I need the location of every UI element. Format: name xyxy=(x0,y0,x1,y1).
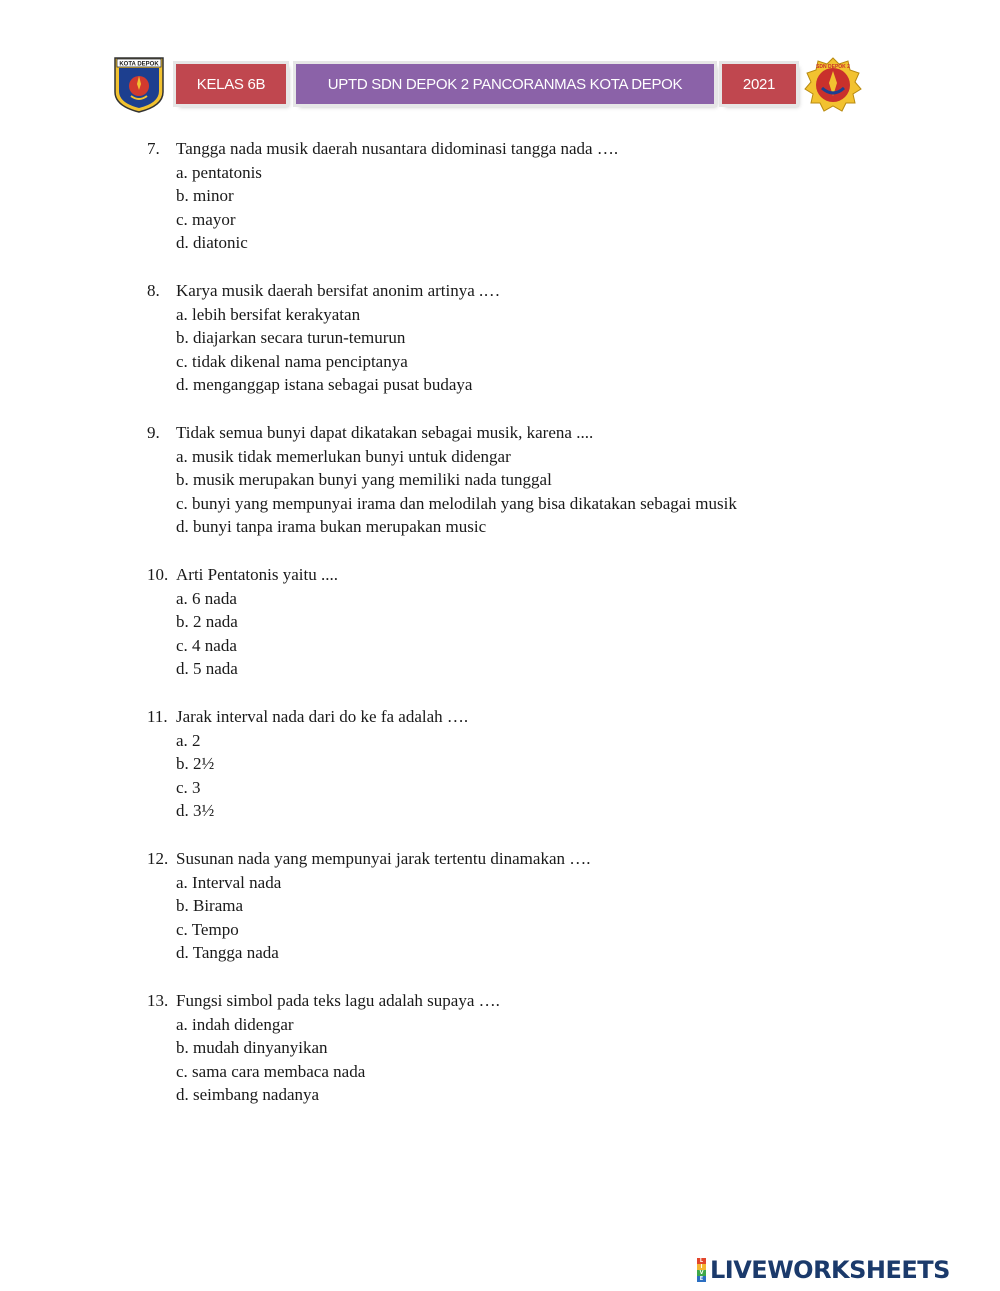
answer-option: b. Birama xyxy=(176,896,244,916)
answer-option: b. 2½ xyxy=(176,754,215,774)
question-11 xyxy=(0,705,1000,823)
answer-option: c. Tempo xyxy=(176,919,239,939)
answer-option: c. 4 nada xyxy=(176,635,237,655)
badge-letter: I xyxy=(697,1264,706,1270)
answer-option: a. 6 nada xyxy=(176,588,237,608)
answer-option: a. pentatonis xyxy=(176,162,262,182)
badge-letter: V xyxy=(697,1270,706,1276)
worksheet-header xyxy=(0,0,1000,120)
school-label: UPTD SDN DEPOK 2 PANCORANMAS KOTA DEPOK xyxy=(296,64,714,104)
question-12 xyxy=(0,847,1000,965)
answer-option: c. bunyi yang mempunyai irama dan melodilah yang bisa dikatakan sebagai musik xyxy=(176,493,737,513)
question-13 xyxy=(0,989,1000,1107)
question-text: Tidak semua bunyi dapat dikatakan sebagai musik, karena .... xyxy=(176,423,594,442)
answer-option: b. minor xyxy=(176,186,234,206)
class-label: KELAS 6B xyxy=(176,64,286,104)
question-10 xyxy=(0,563,1000,681)
question-text: Karya musik daerah bersifat anonim artinya .… xyxy=(176,281,501,300)
question-number: 9. xyxy=(147,423,160,442)
answer-option: a. musik tidak memerlukan bunyi untuk didengar xyxy=(176,446,511,466)
answer-option: a. 2 xyxy=(176,730,201,750)
question-number: 11. xyxy=(147,707,168,726)
answer-option: c. sama cara membaca nada xyxy=(176,1061,366,1081)
live-badge-icon xyxy=(697,1258,706,1282)
brand-text: LIVEWORKSHEETS xyxy=(710,1256,950,1284)
answer-option: d. seimbang nadanya xyxy=(176,1085,320,1105)
answer-option: b. 2 nada xyxy=(176,612,238,632)
answer-option: b. diajarkan secara turun-temurun xyxy=(176,328,406,348)
answer-option: d. bunyi tanpa irama bukan merupakan music xyxy=(176,517,487,537)
question-number: 10. xyxy=(147,565,169,584)
left-logo-text: KOTA DEPOK xyxy=(119,61,159,68)
answer-option: d. 5 nada xyxy=(176,659,238,679)
badge-letter: E xyxy=(697,1276,706,1282)
question-text: Arti Pentatonis yaitu .... xyxy=(176,565,338,584)
year-label: 2021 xyxy=(722,64,796,104)
answer-option: d. Tangga nada xyxy=(176,943,279,963)
answer-option: a. Interval nada xyxy=(176,872,282,892)
question-number: 13. xyxy=(147,991,169,1010)
question-text: Tangga nada musik daerah nusantara didominasi tangga nada …. xyxy=(176,139,619,158)
answer-option: a. lebih bersifat kerakyatan xyxy=(176,304,361,324)
school-emblem-icon xyxy=(803,56,863,114)
answer-option: d. menganggap istana sebagai pusat budaya xyxy=(176,375,473,395)
question-7 xyxy=(0,137,1000,255)
right-logo-text: SDN DEPOK 2 xyxy=(816,64,850,70)
answer-option: b. musik merupakan bunyi yang memiliki nada tunggal xyxy=(176,470,552,490)
question-text: Susunan nada yang mempunyai jarak tertentu dinamakan …. xyxy=(176,849,591,868)
kota-depok-emblem-icon xyxy=(113,56,165,114)
answer-option: d. diatonic xyxy=(176,233,248,253)
answer-option: c. mayor xyxy=(176,209,236,229)
question-text: Jarak interval nada dari do ke fa adalah …. xyxy=(176,707,469,726)
answer-option: a. indah didengar xyxy=(176,1014,294,1034)
question-text: Fungsi simbol pada teks lagu adalah supaya …. xyxy=(176,991,500,1010)
answer-option: b. mudah dinyanyikan xyxy=(176,1038,328,1058)
liveworksheets-logo[interactable] xyxy=(697,1255,950,1285)
question-number: 8. xyxy=(147,281,160,300)
answer-option: d. 3½ xyxy=(176,801,215,821)
question-number: 12. xyxy=(147,849,169,868)
answer-option: c. 3 xyxy=(176,777,201,797)
question-8 xyxy=(0,279,1000,397)
question-number: 7. xyxy=(147,139,160,158)
answer-option: c. tidak dikenal nama penciptanya xyxy=(176,351,408,371)
question-9 xyxy=(0,421,1000,539)
badge-letter: L xyxy=(697,1258,706,1264)
